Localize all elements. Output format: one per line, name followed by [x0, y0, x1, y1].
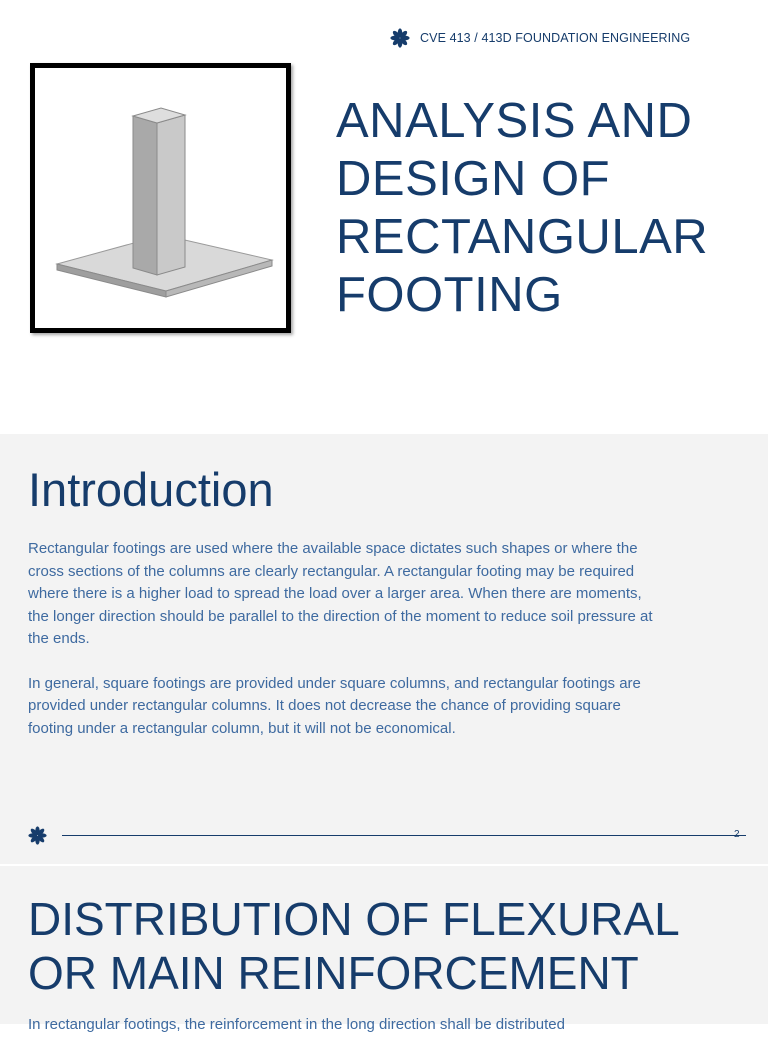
title-line: DESIGN OF [336, 152, 611, 206]
title-line: RECTANGULAR [336, 210, 709, 264]
introduction-heading: Introduction [28, 463, 274, 516]
distribution-heading [28, 892, 758, 1000]
page-number: 2 [734, 829, 740, 840]
distribution-slide [0, 866, 768, 1033]
asterisk-flower-icon [28, 826, 47, 845]
footer-divider [62, 835, 746, 836]
column-footing-image [35, 68, 286, 328]
course-label: CVE 413 / 413D FOUNDATION ENGINEERING [420, 31, 691, 45]
footing-illustration [30, 63, 291, 333]
asterisk-flower-icon [390, 28, 410, 48]
introduction-paragraph: In general, square footings are provided under square columns, and rectangular footings are provided under rectangular columns. It does not decrease the chance of providing square footing under a rectangular column, but it will not be economical. [28, 674, 641, 737]
heading-line: OR MAIN REINFORCEMENT [28, 947, 639, 999]
heading-line: DISTRIBUTION OF FLEXURAL [28, 893, 680, 945]
slide-footer [28, 826, 748, 846]
introduction-paragraph: Rectangular footings are used where the available space dictates such shapes or where the cross sections of the columns are clearly rectangular. A rectangular footing may be required where there is a higher load to spread the load over a larger area. When there are moments, the longer direction should be parallel to the direction of the moment to reduce soil pressure at the ends. [28, 540, 653, 647]
distribution-body: In rectangular footings, the reinforcement in the long direction shall be distributed [28, 1016, 565, 1033]
title-line: FOOTING [336, 268, 563, 322]
introduction-slide [0, 434, 768, 864]
title-slide [0, 0, 768, 434]
title-line: ANALYSIS AND [336, 94, 693, 148]
introduction-body [28, 538, 658, 762]
slide-title [336, 92, 756, 324]
course-header [390, 28, 690, 48]
